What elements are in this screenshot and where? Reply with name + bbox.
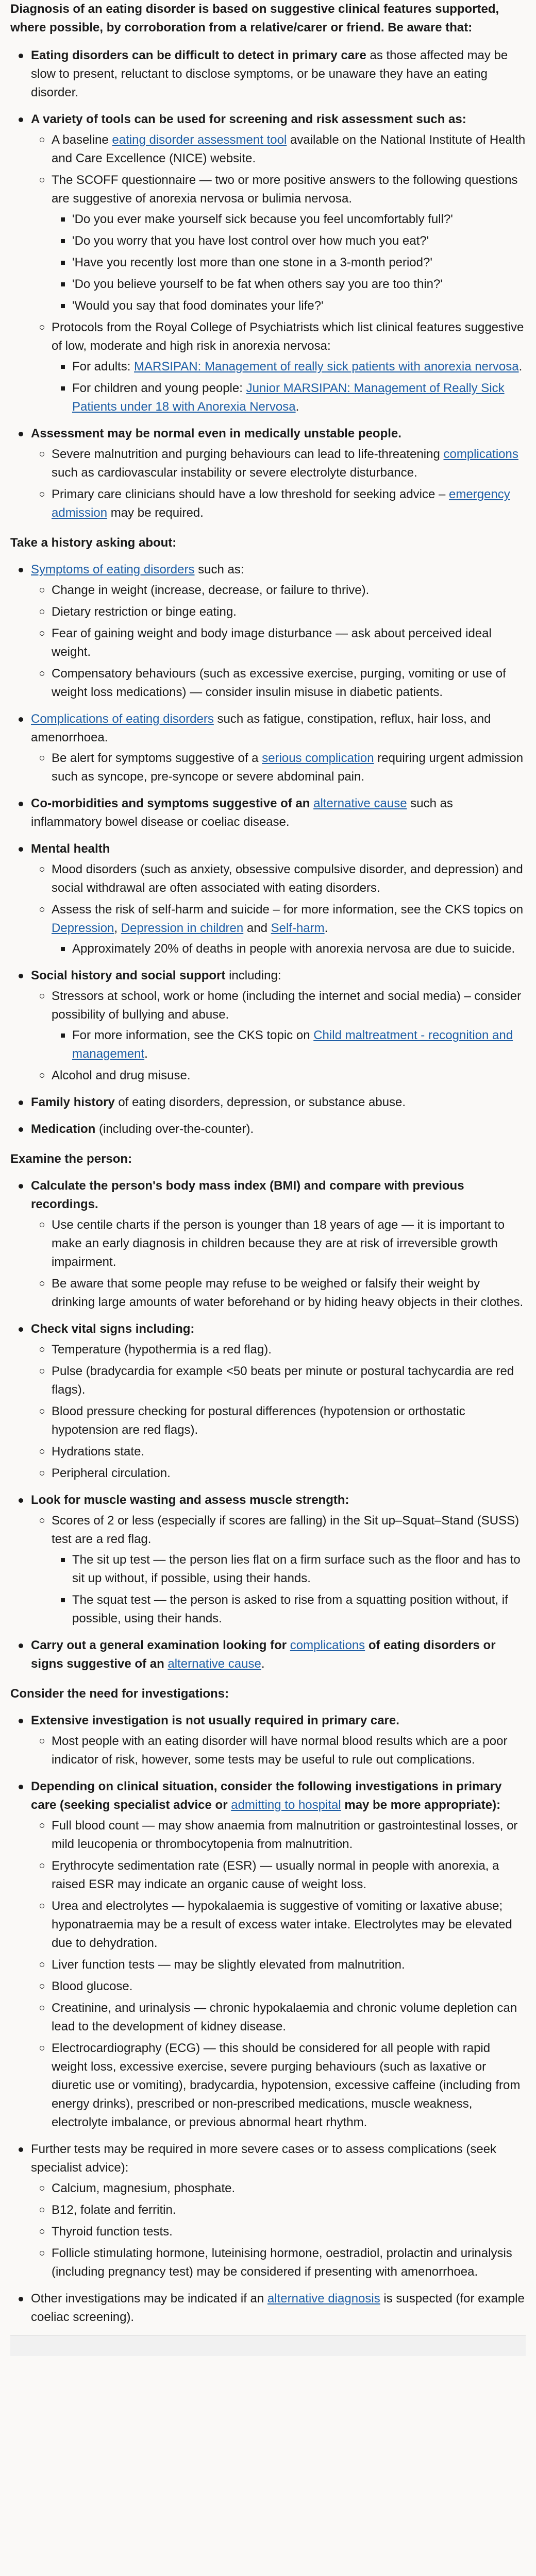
- item-text: may be required.: [107, 506, 204, 520]
- emergency-admission-link[interactable]: emergency admission: [52, 487, 510, 520]
- list-item: [52, 1512, 526, 1628]
- item-text: and: [243, 921, 271, 935]
- list-item: Blood pressure checking for postural differences (hypotension or orthostatic hypotension are red flags).: [52, 1402, 526, 1439]
- item-text: Stressors at school, work or home (including the internet and social media) – consider possibility of bullying and abuse.: [52, 989, 522, 1022]
- intro-text: Diagnosis of an eating disorder is based on suggestive clinical features supported, where possible, by corroboration from a relative/carer or friend. Be aware that:: [10, 2, 499, 35]
- list-item: [31, 2290, 526, 2327]
- scoff-question: 'Do you worry that you have lost control over how much you eat?': [72, 232, 526, 250]
- list-item: The squat test — the person is asked to rise from a squatting position without, if possible, using their hands.: [72, 1591, 526, 1628]
- symptoms-list: [31, 581, 526, 702]
- list-item: Creatinine, and urinalysis — chronic hypokalaemia and chronic volume depletion can lead to the development of kidney disease.: [52, 1999, 526, 2036]
- vitals-list: [31, 1341, 526, 1483]
- list-item: The sit up test — the person lies flat on a firm surface such as the floor and has to sit up without, if possible, using their hands.: [72, 1551, 526, 1588]
- sub-list: [31, 1216, 526, 1312]
- item-heading: Mental health: [31, 842, 110, 856]
- junior-marsipan-link[interactable]: Junior MARSIPAN: Management of Really Sick Patients under 18 with Anorexia Nervosa: [72, 381, 505, 414]
- alternative-diagnosis-link[interactable]: alternative diagnosis: [267, 2292, 380, 2306]
- item-heading: Eating disorders can be difficult to detect in primary care: [31, 48, 366, 62]
- scoff-question: 'Do you believe yourself to be fat when others say you are too thin?': [72, 275, 526, 294]
- exam-list: [10, 1177, 526, 1673]
- history-list: [10, 561, 526, 1139]
- list-item: [31, 1177, 526, 1312]
- marsipan-adults-link[interactable]: MARSIPAN: Management of really sick patients with anorexia nervosa: [134, 360, 519, 374]
- item-text: is suspected (for example coeliac screening).: [31, 2292, 525, 2324]
- item-text: such as fatigue, constipation, reflux, hair loss, and amenorrhoea.: [31, 712, 491, 744]
- list-item: Fear of gaining weight and body image disturbance — ask about perceived ideal weight.: [52, 624, 526, 662]
- list-item: [31, 840, 526, 958]
- symptoms-link[interactable]: Symptoms of eating disorders: [31, 563, 195, 577]
- list-item: Calcium, magnesium, phosphate.: [52, 2179, 526, 2198]
- item-heading: Carry out a general examination looking for: [31, 1638, 290, 1652]
- item-text: Severe malnutrition and purging behaviours can lead to life-threatening: [52, 447, 444, 461]
- item-text: Assess the risk of self-harm and suicide – for more information, see the CKS topics on: [52, 903, 524, 917]
- item-heading: Family history: [31, 1095, 115, 1109]
- investigations-section-title: Consider the need for investigations:: [10, 1687, 229, 1701]
- list-item: [31, 1711, 526, 1769]
- list-item: [31, 1120, 526, 1139]
- list-item: [52, 171, 526, 315]
- self-harm-link[interactable]: Self-harm: [271, 921, 325, 935]
- further-tests-list: [31, 2179, 526, 2281]
- item-text: .: [518, 360, 523, 374]
- item-text: Scores of 2 or less (especially if scores are falling) in the Sit up–Squat–Stand (SUSS) test are a red flag.: [52, 1514, 520, 1546]
- item-text: Primary care clinicians should have a low threshold for seeking advice –: [52, 487, 449, 501]
- item-heading: of eating disorders or signs suggestive of an: [31, 1638, 496, 1671]
- list-item: Be aware that some people may refuse to be weighed or falsify their weight by drinking large amounts of water beforehand or by hiding heavy objects in their clothes.: [52, 1275, 526, 1312]
- list-item: [31, 794, 526, 832]
- item-text: For more information, see the CKS topic on: [72, 1028, 314, 1042]
- list-item: Approximately 20% of deaths in people with anorexia nervosa are due to suicide.: [72, 940, 526, 958]
- list-item: Urea and electrolytes — hypokalaemia is suggestive of vomiting or laxative abuse; hyponatraemia may be a result of excess water intake. Electrolytes may be elevated due to dehydration.: [52, 1897, 526, 1953]
- list-item: [31, 1777, 526, 2132]
- list-item: [72, 358, 526, 376]
- depression-in-children-link[interactable]: Depression in children: [121, 921, 244, 935]
- serious-complication-link[interactable]: serious complication: [262, 751, 374, 765]
- item-heading: Depending on clinical situation, consider the following investigations in primary care (seeking specialist advice or: [31, 1780, 502, 1812]
- item-text: such as:: [194, 563, 244, 577]
- list-item: [31, 110, 526, 416]
- list-item: B12, folate and ferritin.: [52, 2201, 526, 2219]
- item-heading: Calculate the person's body mass index (BMI) and compare with previous recordings.: [31, 1179, 464, 1211]
- item-text: Be alert for symptoms suggestive of a: [52, 751, 262, 765]
- admitting-to-hospital-link[interactable]: admitting to hospital: [231, 1798, 341, 1812]
- list-item: Change in weight (increase, decrease, or failure to thrive).: [52, 581, 526, 600]
- complications-of-eating-disorders-link[interactable]: Complications of eating disorders: [31, 712, 214, 726]
- sub-list: [31, 1512, 526, 1628]
- tests-list: [31, 1817, 526, 2132]
- scoff-question: 'Do you ever make yourself sick because you feel uncomfortably full?': [72, 210, 526, 229]
- list-item: Peripheral circulation.: [52, 1464, 526, 1483]
- alternative-cause-link[interactable]: alternative cause: [313, 796, 407, 810]
- list-item: Erythrocyte sedimentation rate (ESR) — usually normal in people with anorexia, a raised ESR may indicate an organic cause of weight loss.: [52, 1857, 526, 1894]
- item-text: For adults:: [72, 360, 135, 374]
- complications-link[interactable]: complications: [443, 447, 518, 461]
- item-text: Protocols from the Royal College of Psychiatrists which list clinical features suggestive of low, moderate and high risk in anorexia nervosa:: [52, 320, 524, 353]
- item-text: requiring urgent admission such as syncope, pre-syncope or severe abdominal pain.: [52, 751, 524, 784]
- item-heading: Check vital signs including:: [31, 1322, 195, 1336]
- list-item: Hydrations state.: [52, 1443, 526, 1461]
- item-text: .: [295, 400, 299, 414]
- list-item: [52, 445, 526, 482]
- sub-list: [31, 860, 526, 958]
- complications-link[interactable]: complications: [290, 1638, 365, 1652]
- item-heading: Assessment may be normal even in medically unstable people.: [31, 427, 401, 440]
- list-item: [31, 1491, 526, 1628]
- list-item: [52, 318, 526, 416]
- item-text: of eating disorders, depression, or substance abuse.: [114, 1095, 406, 1109]
- list-item: [31, 710, 526, 786]
- list-item: [31, 46, 526, 102]
- sub-sub-list: [52, 940, 526, 958]
- sub-list: [31, 749, 526, 786]
- item-text: available on the National Institute of Health and Care Excellence (NICE) website.: [52, 133, 526, 165]
- item-text: ,: [114, 921, 121, 935]
- list-item: Use centile charts if the person is younger than 18 years of age — it is important to make an early diagnosis in children because they are at risk of irreversible growth impairment.: [52, 1216, 526, 1272]
- item-heading: Social history and social support: [31, 969, 226, 982]
- sub-list: [31, 987, 526, 1085]
- list-item: [52, 901, 526, 958]
- item-text: .: [261, 1657, 265, 1671]
- list-item: [52, 749, 526, 786]
- list-item: Mood disorders (such as anxiety, obsessive compulsive disorder, and depression) and social withdrawal are often associated with eating disorders.: [52, 860, 526, 897]
- item-text: The SCOFF questionnaire — two or more positive answers to the following questions are suggestive of anorexia nervosa or bulimia nervosa.: [52, 173, 518, 206]
- list-item: Full blood count — may show anaemia from malnutrition or gastrointestinal losses, or mild leucopenia or thrombocytopenia from malnutrition.: [52, 1817, 526, 1854]
- list-item: Temperature (hypothermia is a red flag).: [52, 1341, 526, 1359]
- scoff-list: [52, 210, 526, 315]
- child-maltreatment-link[interactable]: Child maltreatment - recognition and management: [72, 1028, 513, 1061]
- scoff-question: 'Would you say that food dominates your life?': [72, 297, 526, 315]
- sub-sub-list: [52, 1026, 526, 1063]
- item-text: A baseline: [52, 133, 112, 147]
- item-heading: Co-morbidities and symptoms suggestive of an: [31, 796, 314, 810]
- list-item: Pulse (bradycardia for example <50 beats per minute or postural tachycardia are red flags).: [52, 1362, 526, 1399]
- item-heading: Medication: [31, 1122, 96, 1136]
- item-text: .: [144, 1047, 148, 1061]
- investigations-list: [10, 1711, 526, 2327]
- item-text: For children and young people:: [72, 381, 246, 395]
- item-text: .: [324, 921, 328, 935]
- protocol-list: [52, 358, 526, 416]
- item-text: Other investigations may be indicated if an: [31, 2292, 267, 2306]
- scoff-question: 'Have you recently lost more than one stone in a 3-month period?': [72, 253, 526, 272]
- item-text: Further tests may be required in more severe cases or to assess complications (seek specialist advice):: [31, 2142, 497, 2175]
- list-item: Alcohol and drug misuse.: [52, 1066, 526, 1085]
- list-item: Thyroid function tests.: [52, 2223, 526, 2241]
- list-item: [52, 987, 526, 1063]
- item-text: such as cardiovascular instability or severe electrolyte disturbance.: [52, 466, 417, 480]
- item-text: as those affected may be slow to present, reluctant to disclose symptoms, or be unaware they have an eating disorder.: [31, 48, 508, 99]
- exam-section-title: Examine the person:: [10, 1152, 132, 1166]
- list-item: [52, 131, 526, 168]
- list-item: [31, 967, 526, 1085]
- item-heading: Look for muscle wasting and assess muscle strength:: [31, 1493, 349, 1507]
- item-heading: A variety of tools can be used for screening and risk assessment such as:: [31, 112, 466, 126]
- list-item: Liver function tests — may be slightly elevated from malnutrition.: [52, 1956, 526, 1974]
- list-item: [52, 485, 526, 522]
- list-item: Most people with an eating disorder will have normal blood results which are a poor indicator of risk, however, some tests may be useful to rule out complications.: [52, 1732, 526, 1769]
- list-item: Blood glucose.: [52, 1977, 526, 1996]
- item-text: (including over-the-counter).: [95, 1122, 254, 1136]
- sub-list: [31, 131, 526, 416]
- item-heading: may be more appropriate):: [341, 1798, 501, 1812]
- item-text: including:: [225, 969, 281, 982]
- list-item: [31, 2140, 526, 2281]
- alternative-cause-link[interactable]: alternative cause: [167, 1657, 261, 1671]
- suss-list: [52, 1551, 526, 1628]
- list-item: [31, 1636, 526, 1673]
- history-section-title: Take a history asking about:: [10, 536, 177, 550]
- list-item: Follicle stimulating hormone, luteinising hormone, oestradiol, prolactin and urinalysis (including pregnancy test) may be considered if presenting with amenorrhoea.: [52, 2244, 526, 2281]
- depression-link[interactable]: Depression: [52, 921, 114, 935]
- item-heading: Extensive investigation is not usually required in primary care.: [31, 1714, 399, 1727]
- list-item: Compensatory behaviours (such as excessive exercise, purging, vomiting or use of weight loss medications) — consider insulin misuse in diabetic patients.: [52, 665, 526, 702]
- list-item: Dietary restriction or binge eating.: [52, 603, 526, 621]
- sub-list: [31, 1732, 526, 1769]
- eating-disorder-assessment-tool-link[interactable]: eating disorder assessment tool: [112, 133, 287, 147]
- footer-divider: [10, 2335, 526, 2356]
- sub-list: [31, 445, 526, 522]
- list-item: [31, 1093, 526, 1112]
- item-text: such as inflammatory bowel disease or coeliac disease.: [31, 796, 453, 829]
- list-item: Electrocardiography (ECG) — this should be considered for all people with rapid weight loss, excessive exercise, severe purging behaviours (such as laxative or diuretic use or vomiting), bradycardia, hypotension, excessive caffeine (including from energy drinks), prescribed or non-prescribed medications, muscle weakness, electrolyte imbalance, or previous abnormal heart rhythm.: [52, 2039, 526, 2132]
- list-item: [31, 561, 526, 702]
- list-item: [72, 1026, 526, 1063]
- list-item: [72, 379, 526, 416]
- list-item: [31, 425, 526, 522]
- aware-list: [10, 46, 526, 522]
- list-item: [31, 1320, 526, 1483]
